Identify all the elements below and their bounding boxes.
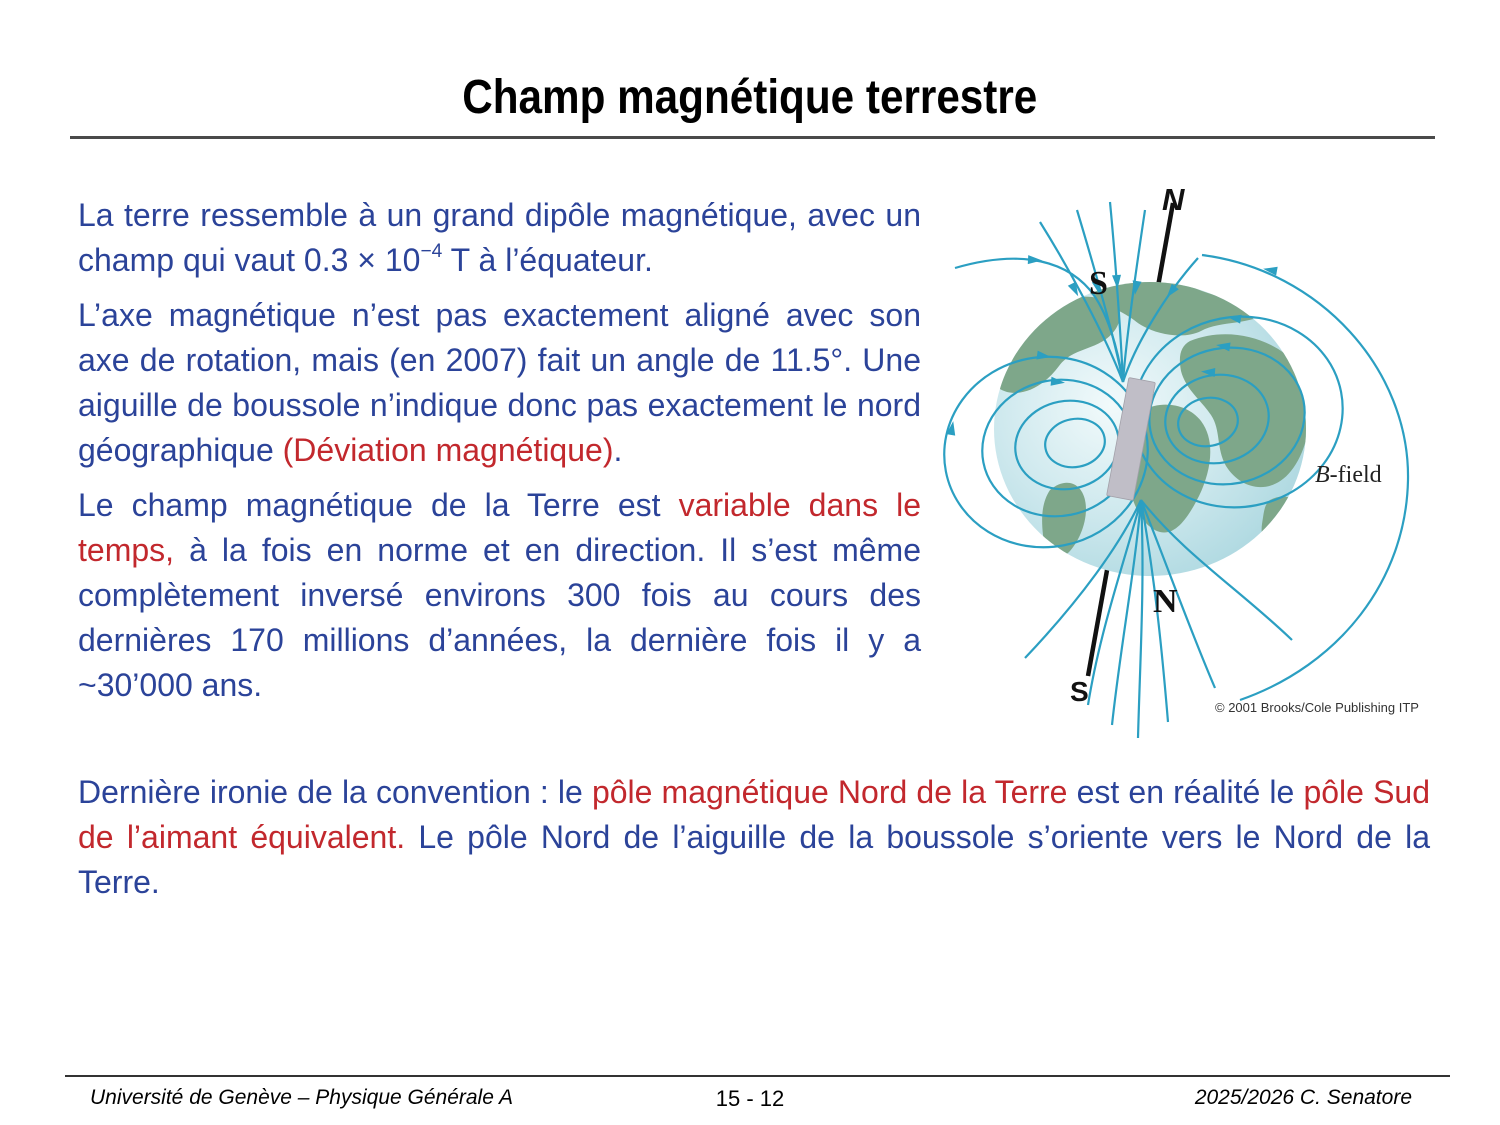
body-text-column xyxy=(78,193,921,718)
bfield-label: B-field xyxy=(1315,462,1382,488)
footer-institution: Université de Genève – Physique Générale A xyxy=(90,1086,513,1109)
magnet-south-label: S xyxy=(1089,265,1108,302)
title-divider xyxy=(70,136,1435,139)
axis-north-label: N xyxy=(1162,182,1185,217)
axis-south-label: S xyxy=(1070,676,1089,707)
paragraph-variability: Le champ magnétique de la Terre est variable dans le temps, à la fois en norme et en direction. Il s’est même complètement inversé environs 300 fois au cours des dernières 170 millions d’années, la dernière fois il y a ~30’000 ans. xyxy=(78,487,922,703)
footer-author: 2025/2026 C. Senatore xyxy=(1194,1086,1412,1109)
magnet-north-label: N xyxy=(1153,583,1178,620)
earth-dipole-figure xyxy=(940,160,1460,760)
earth-globe xyxy=(993,280,1310,576)
paragraph-dipole: La terre ressemble à un grand dipôle magnétique, avec un champ qui vaut $0.3 \times 10^{-4}$ T à l’équateur. xyxy=(78,197,921,278)
page-title-text: Champ magnétique terrestre xyxy=(462,71,1038,124)
figure-copyright: © 2001 Brooks/Cole Publishing ITP xyxy=(1215,700,1419,715)
footer-divider xyxy=(65,1075,1450,1077)
paragraph-irony: Dernière ironie de la convention : le pôle magnétique Nord de la Terre est en réalité le pôle Sud de l’aimant équivalent. Le pôle Nord de l’aiguille de la boussole s’oriente vers le Nord de la Terre. xyxy=(78,774,1431,900)
paragraph-axis: L’axe magnétique n’est pas exactement aligné avec son axe de rotation, mais (en 2007) fait un angle de 11.5°. Une aiguille de boussole n’indique donc pas exactement le nord géographique (Déviation magnétique). xyxy=(78,297,921,468)
footer-page-number: 15 - 12 xyxy=(715,1086,785,1111)
page-title xyxy=(0,70,1500,125)
